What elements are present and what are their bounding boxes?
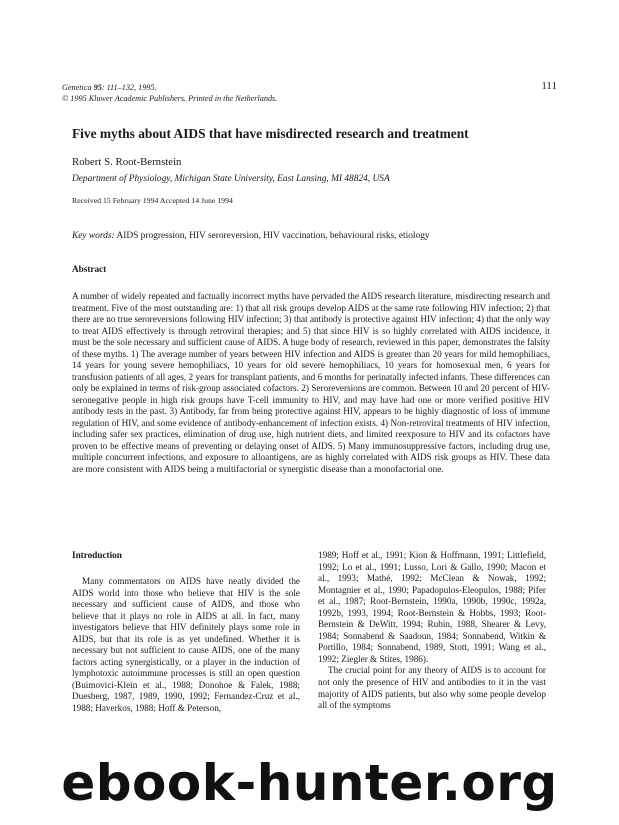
page-number: 111	[541, 80, 557, 92]
intro-citation-continuation: 1989; Hoff et al., 1991; Kion & Hoffmann, 1991; Littlefield, 1992; Lo et al., 1991; Lusso, Lori & Gallo, 1990; Macon et al., 1993; Mathé, 1992; McClean & Nowak, 1992; Montagnier et al., 1990; Papadopulos-Eleopulos, 1988; Pifer et al., 1987; Root-Bernstein, 1990a, 1990b, 1990c, 1992a, 1992b, 1993, 1994; Root-Bernstein & Hobbs, 1993; Root-Bernstein & DeWitt, 1994; Rubin, 1988, Shearer & Levy, 1984; Sonnabend & Saadoun, 1984; Sonnabend, Witkin & Portillo, 1984; Sonnabend, 1989, Stott, 1991; Wang et al., 1992; Ziegler & Stites, 1986).	[318, 550, 546, 664]
watermark-text: ebook-hunter.org	[61, 754, 558, 812]
left-column	[72, 576, 300, 715]
introduction-heading: Introduction	[72, 550, 122, 560]
intro-paragraph-1: Many commentators on AIDS have neatly divided the AIDS world into those who believe that HIV is the sole necessary and sufficient cause of AIDS, and those who believe that it plays no role in AIDS at all. In fact, many investigators believe that HIV definitely plays some role in AIDS, but that its role is as yet undefined. Whether it is necessary but not sufficient to cause AIDS, one of the many factors acting synergistically, or a player in the induction of lymphotoxic autoimmune processes is still an open question (Buimovici-Klein et al., 1988; Donohoe & Falek, 1988; Duesberg, 1987, 1989, 1990, 1992; Fernandez-Cruz et al., 1988; Haverkos, 1988; Hoff & Peterson,	[72, 576, 300, 714]
author-affiliation: Department of Physiology, Michigan State University, East Lansing, MI 48824, USA	[72, 174, 390, 184]
paper-title: Five myths about AIDS that have misdirected research and treatment	[72, 126, 469, 141]
journal-volume: 95	[93, 83, 102, 92]
journal-name: Genetica	[62, 83, 92, 92]
journal-header	[62, 82, 277, 104]
journal-citation	[62, 82, 277, 93]
right-column	[318, 550, 546, 712]
intro-paragraph-2: The crucial point for any theory of AIDS is to account for not only the presence of HIV and antibodies to it in the vast majority of AIDS patients, but also why some people develop all of the symptoms	[318, 665, 546, 711]
abstract-heading: Abstract	[72, 264, 107, 274]
received-dates: Received 15 February 1994 Accepted 14 June 1994	[72, 196, 233, 205]
author-name: Robert S. Root-Bernstein	[72, 156, 182, 168]
keywords-text: AIDS progression, HIV seroreversion, HIV vaccination, behavioural risks, etiology	[114, 231, 430, 241]
abstract-body: A number of widely repeated and factually incorrect myths have pervaded the AIDS research literature, misdirecting research and treatment. Five of the most outstanding are: 1) that all risk groups develop AIDS at the same rate following HIV infection; 2) that there are no true seroreversions following HIV infection; 3) that antibody is protective against HIV infection; 4) that the only way to treat AIDS effectively is through retroviral therapies; and 5) that since HIV is so highly correlated with AIDS incidence, it must be the sole necessary and sufficient cause of AIDS. A huge body of research, reviewed in this paper, demonstrates the falsity of these myths. 1) The average number of years between HIV infection and AIDS is greater than 20 years for mild hemophiliacs, 14 years for young severe hemophiliacs, 10 years for old severe hemophiliacs, 10 years for homosexual men, 6 years for transfusion patients of all ages, 2 years for transplant patients, and 6 months for perinatally infected infants. These differences can only be explained in terms of risk-group associated cofactors. 2) Seroreversions are common. Between 10 and 20 percent of HIV-seronegative people in high risk groups have T-cell immunity to HIV, and may have had one or more verified positive HIV antibody tests in the past. 3) Antibody, far from being protective against HIV, appears to be highly diagnostic of loss of immune regulation of HIV, and some evidence of antibody-enhancement of infection exists. 4) Non-retroviral treatments of HIV infection, including safer sex practices, elimination of drug use, high nutrient diets, and limited reexposure to HIV and its cofactors have proven to be effective means of preventing or delaying onset of AIDS. 5) Many immunosuppressive factors, including drug use, multiple concurrent infections, and exposure to alloantigens, are as highly correlated with AIDS risk groups as HIV. These data are more consistent with AIDS being a multifactorial or synergistic disease than a monofactorial one.	[72, 291, 550, 474]
watermark-banner	[0, 748, 619, 825]
journal-pages: : 111–132, 1995.	[101, 83, 157, 92]
keywords-label: Key words:	[72, 231, 115, 241]
copyright-line: © 1995 Kluwer Academic Publishers. Printed in the Netherlands.	[62, 94, 278, 103]
keywords	[72, 230, 430, 242]
